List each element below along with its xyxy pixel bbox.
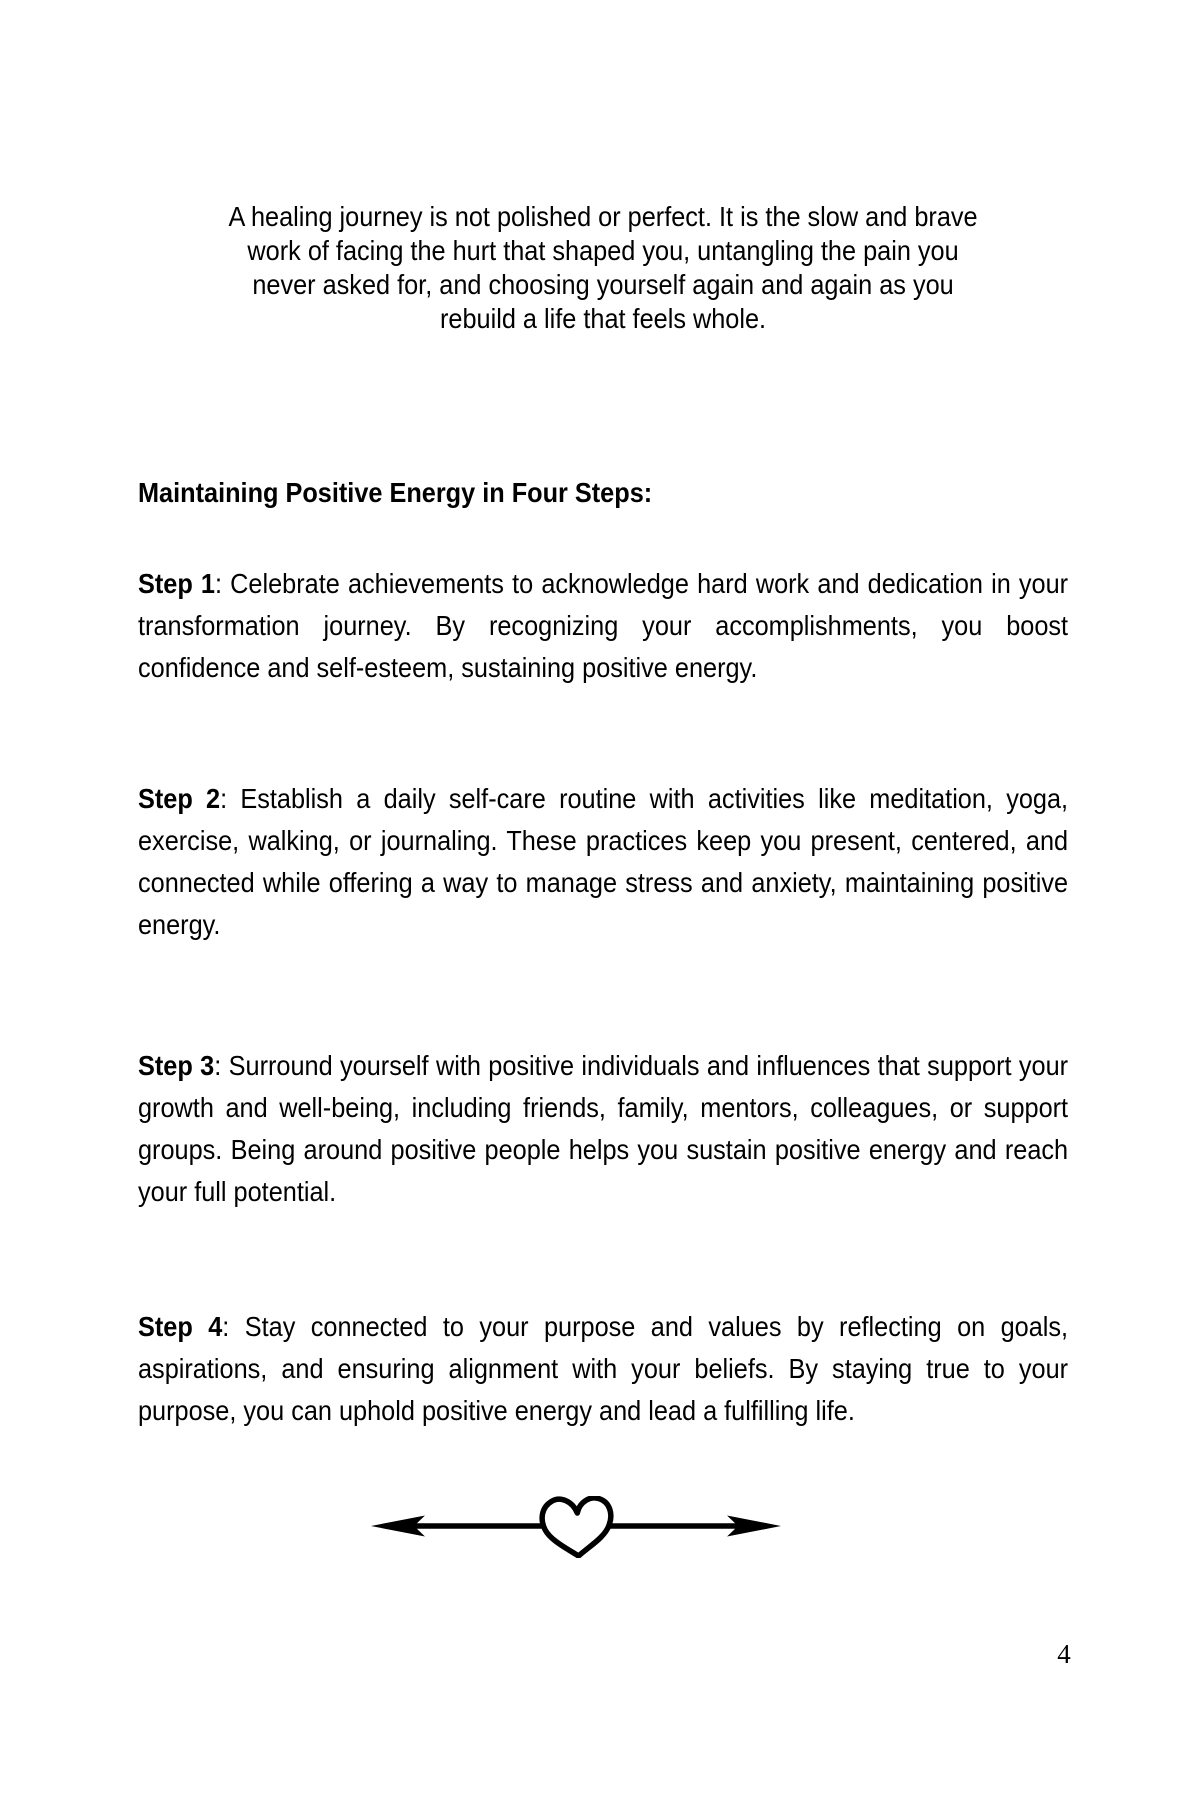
quote-line: rebuild a life that feels whole.: [439, 303, 767, 334]
step-3-label: Step 3: [138, 1050, 215, 1081]
page-number: 4: [1057, 1639, 1071, 1669]
quote-line: A healing journey is not polished or perfect. It is the slow and brave: [228, 201, 978, 232]
step-2-label: Step 2: [138, 783, 221, 814]
heart-arrow-divider: [371, 1496, 781, 1558]
step-3-body: : Surround yourself with positive individuals and influences that support your growth and well-being, including friends, family, mentors, colleagues, or support groups. Being around positive people helps you sustain positive energy and reach your full potential.: [138, 1050, 1069, 1207]
step-2-body: : Establish a daily self-care routine with activities like meditation, yoga, exercise, walking, or journaling. These practices keep you present, centered, and connected while offering a way to manage stress and anxiety, maintaining positive energy.: [138, 783, 1069, 940]
step-1-paragraph: [138, 563, 1068, 689]
heart-icon: [541, 1497, 613, 1558]
step-4-paragraph: [138, 1306, 1068, 1432]
heart-arrow-divider-graphic: [371, 1496, 781, 1558]
step-3-paragraph: [138, 1045, 1068, 1213]
step-1-body: : Celebrate achievements to acknowledge hard work and dedication in your transformation journey. By recognizing your accomplishments, you boost confidence and self-esteem, sustaining positive energy.: [138, 568, 1069, 683]
section-heading: Maintaining Positive Energy in Four Steps:: [138, 477, 653, 508]
step-2-paragraph: [138, 778, 1068, 946]
step-4-body: : Stay connected to your purpose and values by reflecting on goals, aspirations, and ensuring alignment with your beliefs. By staying true to your purpose, you can uphold positive energy and lead a fulfilling life.: [138, 1311, 1069, 1426]
quote-line: never asked for, and choosing yourself again and again as you: [252, 269, 954, 300]
step-1-label: Step 1: [138, 568, 216, 599]
opening-quote: [138, 200, 1068, 336]
quote-line: work of facing the hurt that shaped you, untangling the pain you: [247, 235, 959, 266]
step-4-label: Step 4: [138, 1311, 223, 1342]
